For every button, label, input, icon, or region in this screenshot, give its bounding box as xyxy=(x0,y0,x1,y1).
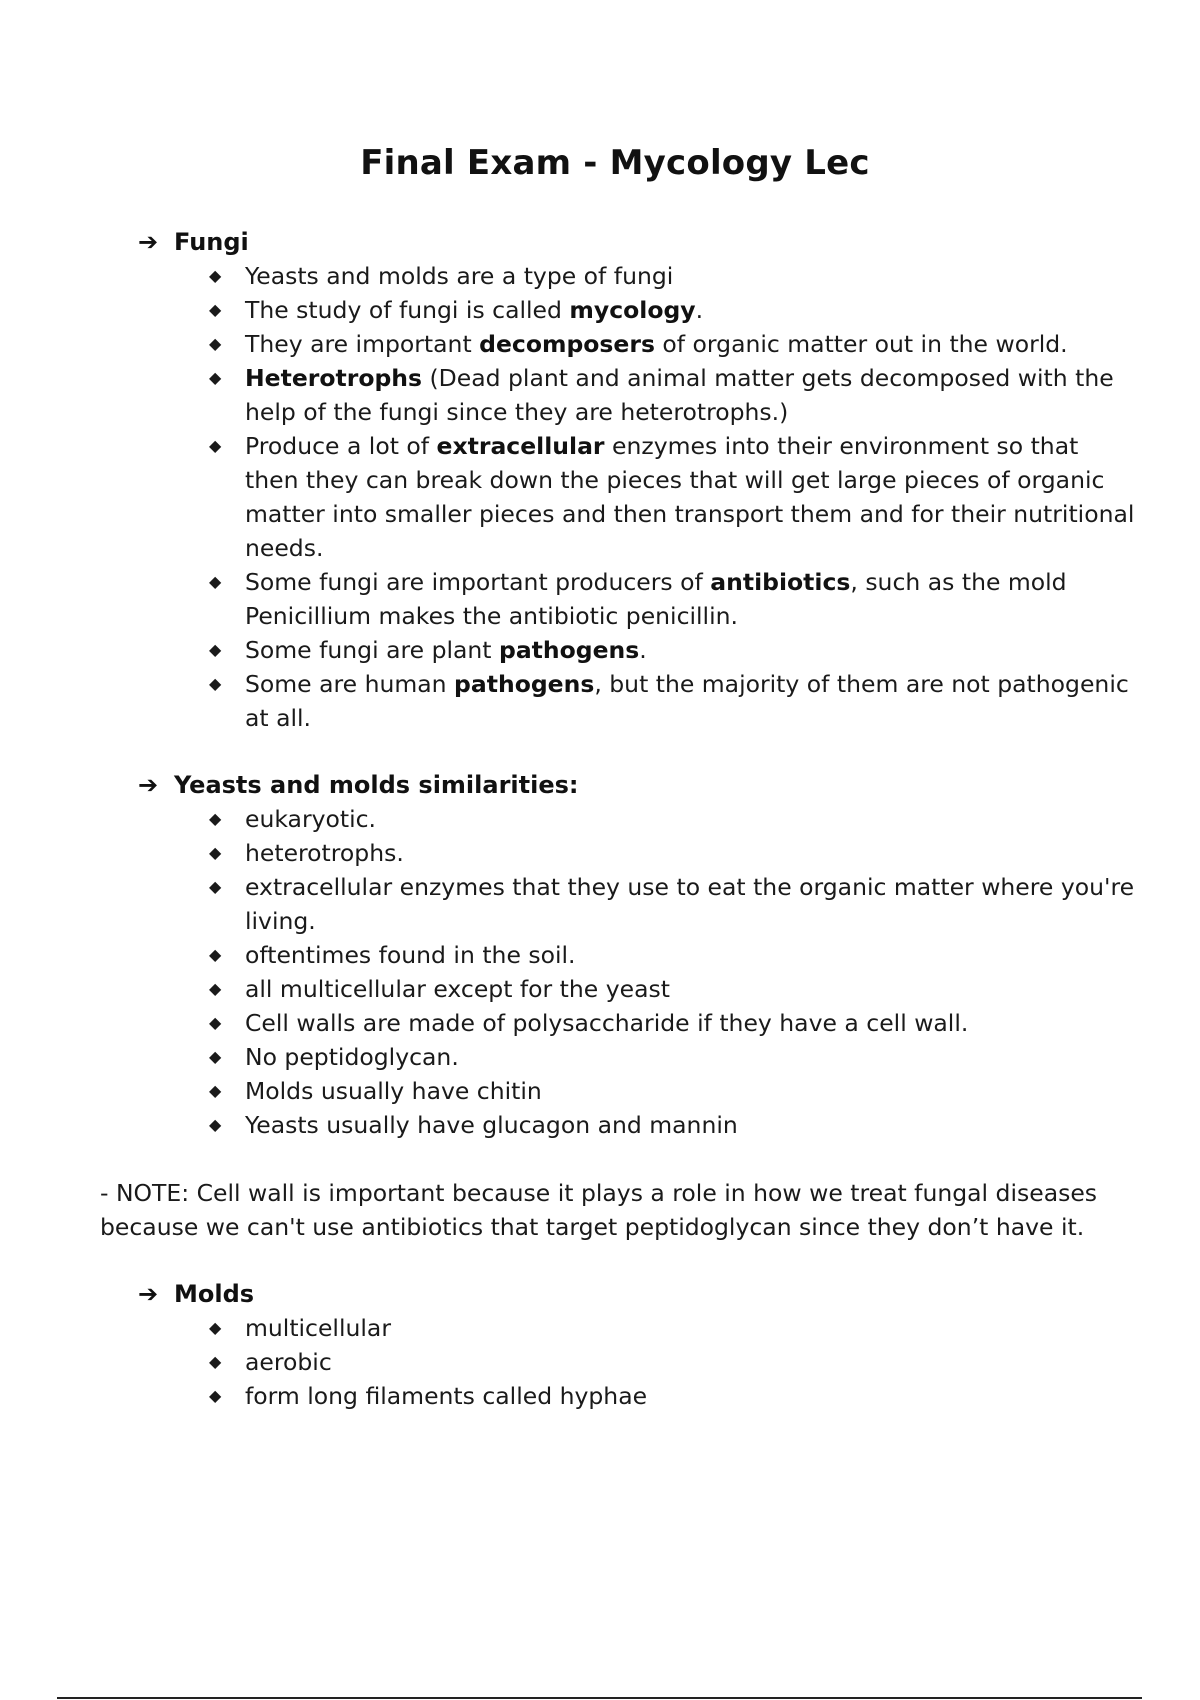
list-item xyxy=(209,1040,1138,1074)
diamond-bullet-icon: ◆ xyxy=(209,1047,222,1066)
section-heading-label: Fungi xyxy=(174,228,249,256)
diamond-bullet-icon: ◆ xyxy=(209,945,222,964)
diamond-bullet-icon: ◆ xyxy=(209,979,222,998)
item-text: Cell walls are made of polysaccharide if they have a cell wall. xyxy=(245,1009,969,1037)
item-text: . xyxy=(639,636,647,664)
item-text: Molds usually have chitin xyxy=(245,1077,542,1105)
diamond-bullet-icon: ◆ xyxy=(209,640,222,659)
section-molds xyxy=(138,1277,1138,1413)
list-item xyxy=(209,938,1138,972)
diamond-bullet-icon: ◆ xyxy=(209,1013,222,1032)
section-heading-fungi xyxy=(138,225,1138,259)
item-text: Yeasts usually have glucagon and mannin xyxy=(245,1111,738,1139)
item-text: No peptidoglycan. xyxy=(245,1043,459,1071)
bold-term: extracellular xyxy=(436,432,605,460)
note-paragraph: - NOTE: Cell wall is important because it plays a role in how we treat fungal diseases because we can't use antibiotics that target peptidoglycan since they don’t have it. xyxy=(100,1179,1098,1241)
item-text: aerobic xyxy=(245,1348,332,1376)
section-heading-label: Yeasts and molds similarities: xyxy=(174,771,579,799)
bold-term: pathogens xyxy=(499,636,640,664)
diamond-bullet-icon: ◆ xyxy=(209,266,222,285)
bold-term: decomposers xyxy=(479,330,655,358)
item-text: Yeasts and molds are a type of fungi xyxy=(245,262,674,290)
list-item xyxy=(209,667,1138,735)
page-title: Final Exam - Mycology Lec xyxy=(360,143,870,183)
bold-term: mycology xyxy=(569,296,696,324)
list-item xyxy=(209,565,1138,633)
item-text: of organic matter out in the world. xyxy=(654,330,1068,358)
item-text: They are important xyxy=(245,330,480,358)
molds-list xyxy=(138,1311,1138,1413)
item-text: heterotrophs. xyxy=(245,839,404,867)
diamond-bullet-icon: ◆ xyxy=(209,809,222,828)
item-text: Some fungi are important producers of xyxy=(245,568,711,596)
list-item xyxy=(209,361,1138,429)
list-item xyxy=(209,972,1138,1006)
footer-divider xyxy=(57,1697,1142,1699)
similarities-list xyxy=(138,802,1138,1142)
item-text: enzymes into their environment so that then they can break down the pieces that will get large pieces of organic matter into smaller pieces and then transport them and for their nutritional needs. xyxy=(245,432,1135,562)
section-heading-similarities xyxy=(138,768,1138,802)
arrow-icon: ➔ xyxy=(138,771,159,799)
list-item xyxy=(209,293,1138,327)
bold-term: antibiotics xyxy=(710,568,851,596)
item-text: Some fungi are plant xyxy=(245,636,499,664)
item-text: form long filaments called hyphae xyxy=(245,1382,648,1410)
item-text: , but the majority of them are not pathogenic at all. xyxy=(245,670,1129,732)
section-heading-label: Molds xyxy=(174,1280,255,1308)
item-text: Produce a lot of xyxy=(245,432,437,460)
list-item xyxy=(209,429,1138,565)
diamond-bullet-icon: ◆ xyxy=(209,1081,222,1100)
diamond-bullet-icon: ◆ xyxy=(209,368,222,387)
diamond-bullet-icon: ◆ xyxy=(209,334,222,353)
bold-term: pathogens xyxy=(454,670,595,698)
item-text: , such as the mold Penicillium makes the antibiotic penicillin. xyxy=(245,568,1067,630)
list-item xyxy=(209,259,1138,293)
arrow-icon: ➔ xyxy=(138,1280,159,1308)
list-item xyxy=(209,1074,1138,1108)
item-text: oftentimes found in the soil. xyxy=(245,941,576,969)
item-text: The study of fungi is called xyxy=(245,296,570,324)
diamond-bullet-icon: ◆ xyxy=(209,1386,222,1405)
item-text: Some are human xyxy=(245,670,455,698)
bold-term: Heterotrophs xyxy=(245,364,423,392)
list-item xyxy=(209,1108,1138,1142)
diamond-bullet-icon: ◆ xyxy=(209,843,222,862)
list-item xyxy=(209,1311,1138,1345)
diamond-bullet-icon: ◆ xyxy=(209,674,222,693)
diamond-bullet-icon: ◆ xyxy=(209,877,222,896)
diamond-bullet-icon: ◆ xyxy=(209,1318,222,1337)
section-heading-molds xyxy=(138,1277,1138,1311)
diamond-bullet-icon: ◆ xyxy=(209,300,222,319)
arrow-icon: ➔ xyxy=(138,228,159,256)
item-text: extracellular enzymes that they use to eat the organic matter where you're living. xyxy=(245,873,1135,935)
item-text: all multicellular except for the yeast xyxy=(245,975,670,1003)
diamond-bullet-icon: ◆ xyxy=(209,572,222,591)
item-text: multicellular xyxy=(245,1314,391,1342)
list-item xyxy=(209,870,1138,938)
diamond-bullet-icon: ◆ xyxy=(209,1352,222,1371)
list-item xyxy=(209,802,1138,836)
item-text: (Dead plant and animal matter gets decomposed with the help of the fungi since they are heterotrophs.) xyxy=(245,364,1114,426)
section-similarities xyxy=(138,768,1138,1142)
diamond-bullet-icon: ◆ xyxy=(209,1115,222,1134)
list-item xyxy=(209,633,1138,667)
list-item xyxy=(209,327,1138,361)
list-item xyxy=(209,1379,1138,1413)
fungi-list xyxy=(138,259,1138,735)
list-item xyxy=(209,836,1138,870)
list-item xyxy=(209,1006,1138,1040)
item-text: . xyxy=(695,296,704,324)
section-fungi xyxy=(138,225,1138,735)
diamond-bullet-icon: ◆ xyxy=(209,436,222,455)
list-item xyxy=(209,1345,1138,1379)
item-text: eukaryotic. xyxy=(245,805,377,833)
